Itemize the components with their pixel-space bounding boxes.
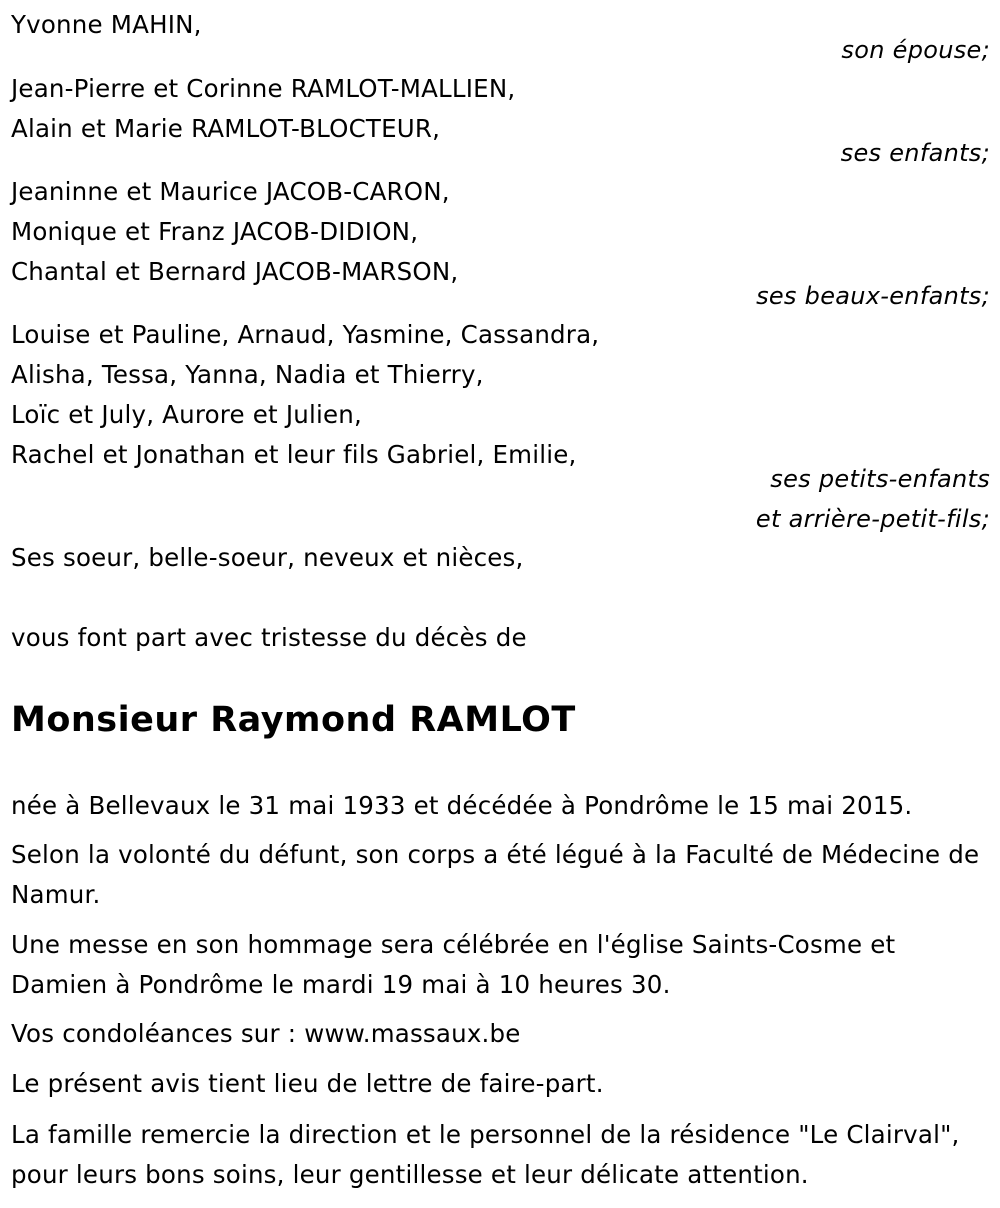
spouse-line: Yvonne MAHIN, <box>11 10 202 39</box>
children-role: ses enfants; <box>840 139 990 167</box>
grandchild-line: Loïc et July, Aurore et Julien, <box>11 400 363 429</box>
grandchild-line: Louise et Pauline, Arnaud, Yasmine, Cassandra, <box>11 320 600 349</box>
stepchild-line: Jeaninne et Maurice JACOB-CARON, <box>11 177 450 206</box>
condolences-paragraph: Vos condoléances sur : www.massaux.be <box>11 1019 521 1048</box>
stepchild-line: Monique et Franz JACOB-DIDION, <box>11 217 419 246</box>
child-line: Alain et Marie RAMLOT-BLOCTEUR, <box>11 114 441 143</box>
announcement-line: vous font part avec tristesse du décès de <box>11 623 527 652</box>
stepchild-line: Chantal et Bernard JACOB-MARSON, <box>11 257 459 286</box>
mass-paragraph: Une messe en son hommage sera célébrée en l'église Saints-Cosme et Damien à Pondrôme le mardi 19 mai à 10 heures 30. <box>11 930 896 999</box>
spouse-role: son épouse; <box>841 36 990 64</box>
body-donation-paragraph: Selon la volonté du défunt, son corps a été légué à la Faculté de Médecine de Namur. <box>11 840 980 909</box>
deceased-name: Monsieur Raymond RAMLOT <box>11 700 576 740</box>
stepchildren-role: ses beaux-enfants; <box>756 282 990 310</box>
grandchildren-role: ses petits-enfants <box>770 465 990 493</box>
notice-paragraph: Le présent avis tient lieu de lettre de faire-part. <box>11 1069 604 1098</box>
grandchild-line: Rachel et Jonathan et leur fils Gabriel, Emilie, <box>11 440 577 469</box>
great-grandchild-role: et arrière-petit-fils; <box>755 505 990 533</box>
child-line: Jean-Pierre et Corinne RAMLOT-MALLIEN, <box>11 74 516 103</box>
siblings-line: Ses soeur, belle-soeur, neveux et nièces, <box>11 543 524 572</box>
grandchild-line: Alisha, Tessa, Yanna, Nadia et Thierry, <box>11 360 484 389</box>
thanks-paragraph: La famille remercie la direction et le personnel de la résidence "Le Clairval", pour leurs bons soins, leur gentillesse et leur délicate attention. <box>11 1120 960 1189</box>
birth-death-paragraph: née à Bellevaux le 31 mai 1933 et décédée à Pondrôme le 15 mai 2015. <box>11 791 913 820</box>
